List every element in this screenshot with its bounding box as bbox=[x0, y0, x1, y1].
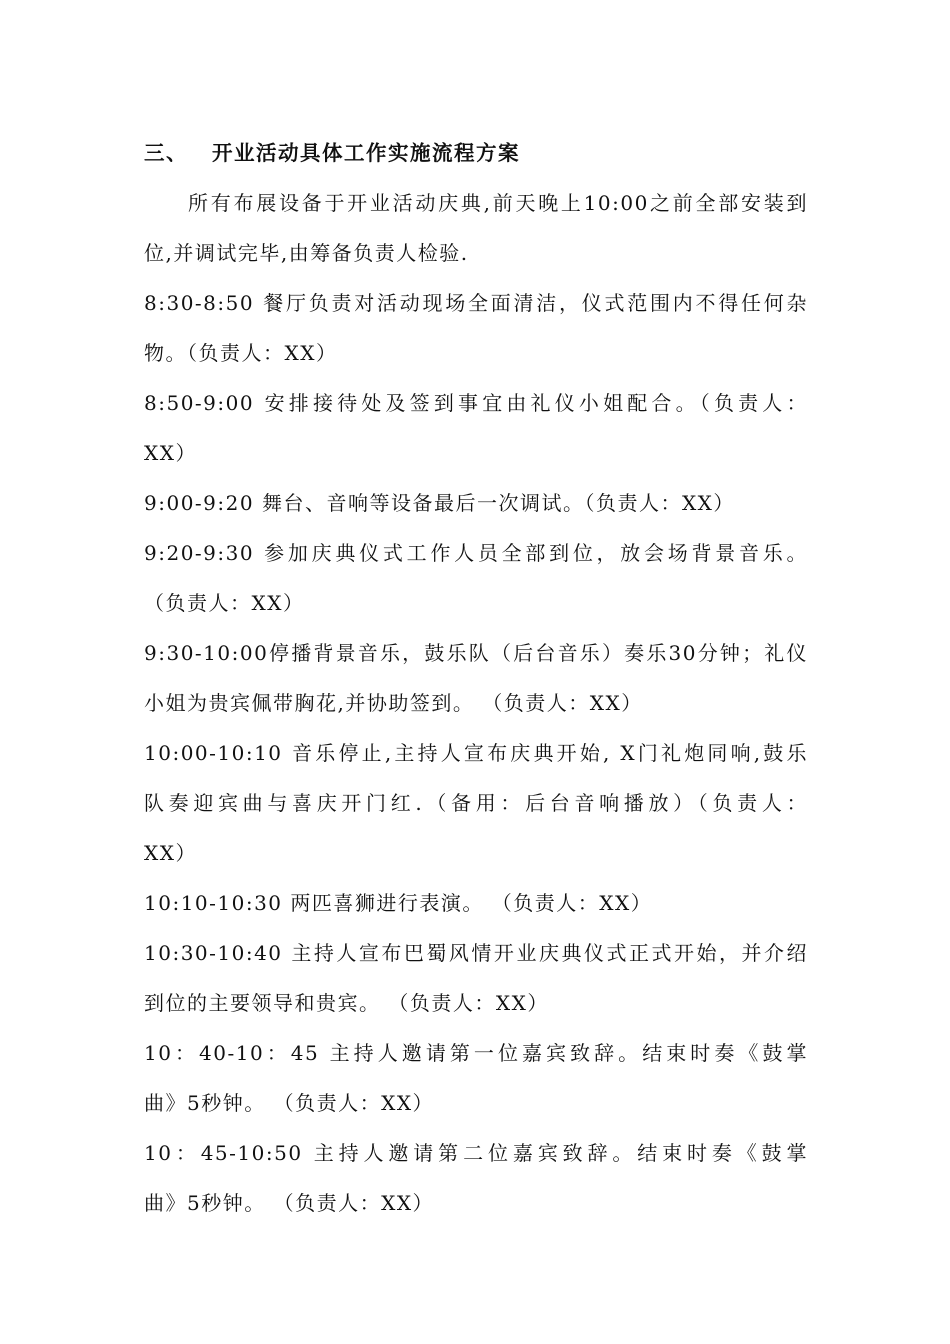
document-body bbox=[144, 128, 808, 1228]
schedule-line: 10：40-10：45 主持人邀请第一位嘉宾致辞。结束时奏《鼓掌 bbox=[144, 1041, 808, 1065]
schedule-line: 10：45-10:50 主持人邀请第二位嘉宾致辞。结束时奏《鼓掌 bbox=[144, 1141, 808, 1165]
schedule-line: 物。（负责人：XX） bbox=[144, 341, 338, 365]
schedule-line: 9:20-9:30 参加庆典仪式工作人员全部到位，放会场背景音乐。 bbox=[144, 541, 808, 565]
schedule-line: 曲》5秒钟。 （负责人：XX） bbox=[144, 1091, 435, 1115]
schedule-line: 小姐为贵宾佩带胸花,并协助签到。 （负责人：XX） bbox=[144, 691, 643, 715]
section-heading bbox=[144, 128, 808, 178]
schedule-line: 队奏迎宾曲与喜庆开门红.（备用：后台音响播放）（负责人： bbox=[144, 791, 808, 815]
schedule-line: 曲》5秒钟。 （负责人：XX） bbox=[144, 1191, 435, 1215]
schedule-line: 10:30-10:40 主持人宣布巴蜀风情开业庆典仪式正式开始，并介绍 bbox=[144, 941, 808, 965]
schedule-line: 到位的主要领导和贵宾。 （负责人：XX） bbox=[144, 991, 549, 1015]
paragraph-line: 位,并调试完毕,由筹备负责人检验. bbox=[144, 241, 469, 265]
schedule-line: 10:00-10:10 音乐停止,主持人宣布庆典开始, X门礼炮同响,鼓乐 bbox=[144, 741, 808, 765]
schedule-line: XX） bbox=[144, 441, 197, 465]
paragraph-line: 所有布展设备于开业活动庆典,前天晚上10:00之前全部安装到 bbox=[188, 191, 808, 215]
schedule-line: （负责人：XX） bbox=[144, 591, 305, 615]
schedule-line: 9:00-9:20 舞台、音响等设备最后一次调试。（负责人：XX） bbox=[144, 491, 735, 515]
schedule-line: 8:30-8:50 餐厅负责对活动现场全面清洁，仪式范围内不得任何杂 bbox=[144, 291, 808, 315]
schedule-line: 10:10-10:30 两匹喜狮进行表演。 （负责人：XX） bbox=[144, 891, 653, 915]
schedule-line: 8:50-9:00 安排接待处及签到事宜由礼仪小姐配合。（负责人： bbox=[144, 391, 808, 415]
section-number: 三、 bbox=[144, 141, 188, 165]
section-title: 开业活动具体工作实施流程方案 bbox=[212, 141, 520, 165]
schedule-line: 9:30-10:00停播背景音乐，鼓乐队（后台音乐）奏乐30分钟；礼仪 bbox=[144, 641, 808, 665]
schedule-line: XX） bbox=[144, 841, 197, 865]
